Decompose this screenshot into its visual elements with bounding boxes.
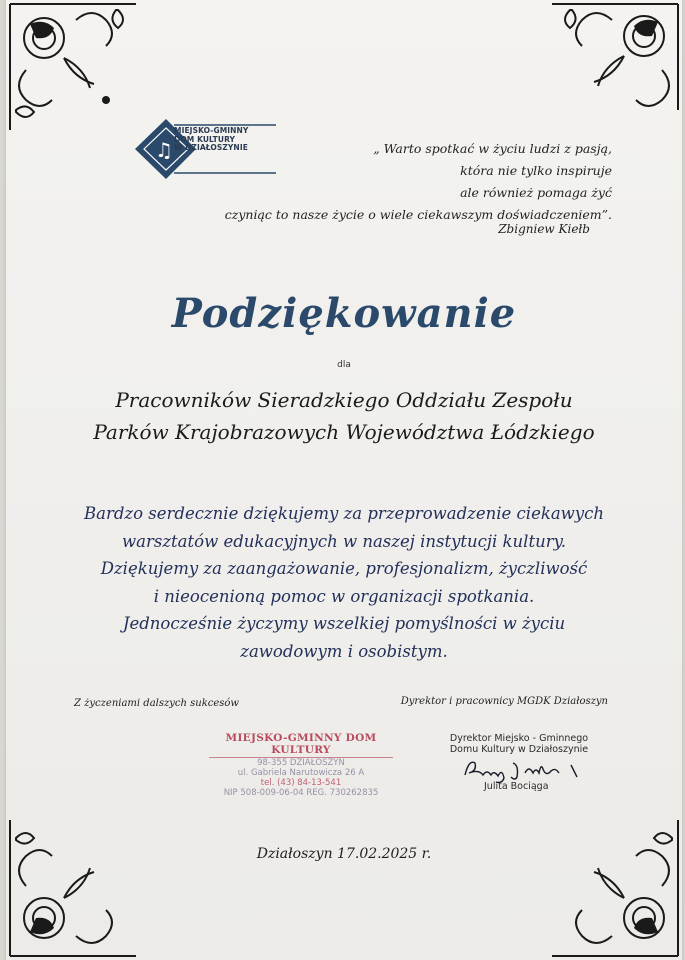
stamp-line: ul. Gabriela Narutowicza 26 A bbox=[237, 768, 365, 778]
corner-ornament-top-left bbox=[6, 0, 146, 140]
corner-ornament-top-right bbox=[532, 0, 682, 120]
logo-line: DOM KULTURY bbox=[174, 134, 236, 144]
institution-stamp bbox=[209, 732, 393, 798]
signer-name: Julita Bociąga bbox=[484, 781, 549, 792]
body-line: i nieocenioną pomoc w organizacji spotkania. bbox=[153, 586, 535, 606]
director-stamp-line: Domu Kultury w Działoszynie bbox=[449, 744, 589, 755]
logo-line: MIEJSKO-GMINNY bbox=[174, 126, 249, 135]
corner-ornament-bottom-right bbox=[532, 800, 682, 960]
body-line: Dziękujemy za zaangażowanie, profesjonalizm, życzliwość bbox=[100, 559, 588, 578]
body-line: Jednocześnie życzymy wszelkiej pomyślności w życiu bbox=[122, 614, 566, 633]
logo-line: W DZIAŁOSZYNIE bbox=[174, 143, 248, 152]
certificate-title: Podziękowanie bbox=[171, 290, 517, 337]
recipient bbox=[6, 384, 682, 448]
quote-author: Zbigniew Kiełb bbox=[498, 222, 590, 236]
body-line: Bardzo serdecznie dziękujemy za przeprowadzenie ciekawych bbox=[84, 504, 604, 523]
thank-you-body bbox=[66, 500, 622, 665]
recipient-line: Pracowników Sieradzkiego Oddziału Zespołu bbox=[115, 388, 573, 412]
svg-text:♫: ♫ bbox=[155, 138, 173, 162]
quote bbox=[172, 134, 612, 226]
director-stamp bbox=[434, 733, 604, 755]
stamp-name: MIEJSKO-GMINNY DOM KULTURY bbox=[209, 732, 393, 758]
body-line: zawodowym i osobistym. bbox=[240, 641, 448, 661]
stamp-line: 98-355 DZIAŁOSZYN bbox=[257, 758, 345, 768]
stamp-line: tel. (43) 84-13-541 bbox=[260, 778, 342, 788]
director-heading: Dyrektor i pracownicy MGDK Działoszyn bbox=[400, 696, 608, 707]
quote-line: czyniąc to nasze życie o wiele ciekawszym doświadczeniem”. bbox=[224, 207, 612, 222]
certificate-page bbox=[6, 0, 682, 960]
quote-line: „ Warto spotkać w życiu ludzi z pasją, bbox=[373, 141, 612, 156]
quote-line: która nie tylko inspiruje bbox=[460, 163, 612, 178]
stamp-line: NIP 508-009-06-04 REG. 730262835 bbox=[223, 788, 379, 798]
director-stamp-line: Dyrektor Miejsko - Gminnego bbox=[449, 733, 589, 744]
corner-ornament-bottom-left bbox=[6, 800, 146, 960]
handwritten-signature bbox=[461, 755, 591, 783]
issue-date: Działoszyn 17.02.2025 r. bbox=[256, 846, 432, 862]
quote-line: ale również pomaga żyć bbox=[460, 185, 612, 200]
dla-label: dla bbox=[337, 360, 351, 370]
wishes-text: Z życzeniami dalszych sukcesów bbox=[74, 698, 239, 709]
body-line: warsztatów edukacyjnych w naszej instytucji kultury. bbox=[122, 531, 566, 551]
recipient-line: Parków Krajobrazowych Województwa Łódzkiego bbox=[93, 420, 595, 444]
